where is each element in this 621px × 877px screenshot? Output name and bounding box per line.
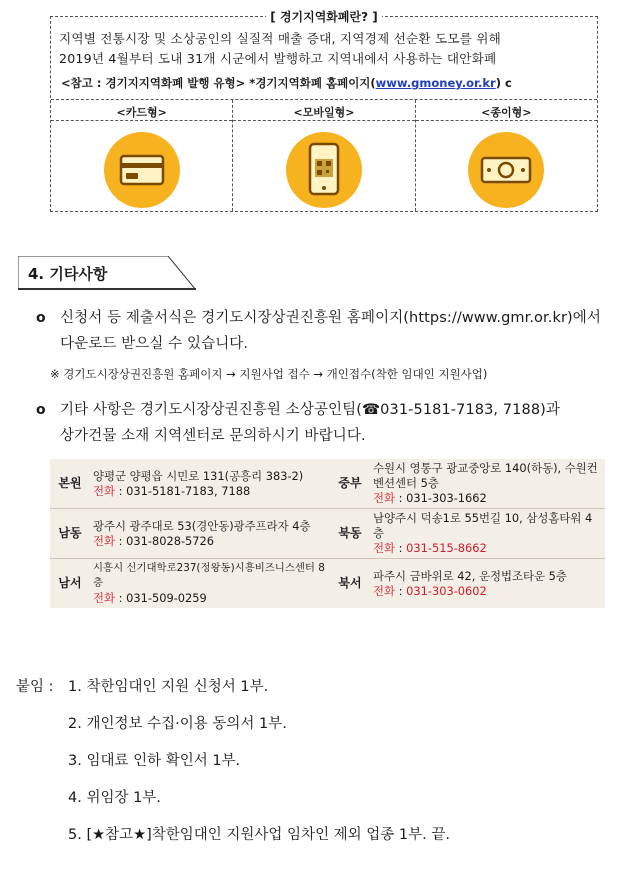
currency-type-mobile: <모바일형> (233, 100, 415, 211)
region-label: 남동 (50, 509, 90, 559)
region-label: 북서 (338, 576, 362, 590)
region-label: 북동 (330, 509, 370, 559)
paper-money-icon (468, 132, 544, 208)
bullet-icon: o (36, 310, 46, 326)
local-currency-title: [ 경기지역화폐란? ] (51, 8, 597, 25)
attachment-item: 3. 임대료 인하 확인서 1부. (68, 753, 241, 769)
local-currency-reference: <참고 : 경기지지역화폐 발행 유형> *경기지역화폐 홈페이지(www.gmoney.or.kr) c (61, 76, 512, 90)
attachments-label: 붙임 : (16, 679, 54, 695)
bullet-icon: o (36, 402, 46, 418)
section-title: 4. 기타사항 (28, 265, 108, 283)
attachment-item: 2. 개인정보 수집·이용 동의서 1부. (68, 716, 287, 732)
center-info: 시흥시 신기대학로237(정왕동)시흥비즈니스센터 8층 전화 : 031-509-0259 (93, 562, 325, 605)
center-info: 광주시 광주대로 53(경안동)광주프라자 4층 전화 : 031-8028-5726 (90, 509, 330, 559)
local-currency-box (50, 10, 598, 212)
center-info: 파주시 금바위로 42, 운정법조타운 5층 전화 : 031-303-0602 (373, 568, 567, 598)
currency-types-grid (51, 99, 597, 211)
attachment-item: 4. 위임장 1부. (68, 790, 161, 806)
item-text: 신청서 등 제출서식은 경기도시장상권진흥원 홈페이지(https://www.gmr.or.kr)에서 다운로드 받으실 수 있습니다. (60, 310, 601, 352)
region-label: 남서 (58, 576, 82, 590)
table-row (50, 509, 605, 559)
center-info: 수원시 영통구 광교중앙로 140(하동), 수원컨벤션센터 5층 전화 : 031-303-1662 (370, 459, 605, 509)
note-text: ※ 경기도시장상권진흥원 홈페이지 → 지원사업 접수 → 개인접수(착한 임대인 지원사업) (50, 367, 488, 381)
gmoney-link[interactable]: www.gmoney.or.kr (375, 76, 496, 90)
mobile-icon (286, 132, 362, 208)
table-row (50, 459, 605, 509)
local-currency-description (59, 29, 591, 69)
center-info: 양평군 양평읍 시민로 131(공흥리 383-2) 전화 : 031-5181-7183, 7188 (90, 459, 330, 509)
region-label: 본원 (50, 459, 90, 509)
currency-type-paper: <종이형> (416, 100, 597, 211)
card-icon (104, 132, 180, 208)
table-row (50, 559, 605, 609)
currency-type-card: <카드형> (51, 100, 233, 211)
regional-centers-table (50, 459, 605, 608)
item-text: 기타 사항은 경기도시장상권진흥원 소상공인팀(☎031-5181-7183, 7188)과 상가건물 소재 지역센터로 문의하시기 바랍니다. (60, 402, 561, 444)
desc-line: 지역별 전통시장 및 소상공인의 실질적 매출 증대, 지역경제 선순환 도모를 위해 (59, 31, 501, 46)
desc-line: 2019년 4월부터 도내 31개 시군에서 발행하고 지역내에서 사용하는 대안화폐 (59, 51, 497, 66)
attachment-item: 1. 착한임대인 지원 신청서 1부. (68, 679, 269, 695)
section-header (18, 256, 196, 290)
region-label: 중부 (330, 459, 370, 509)
attachment-item: 5. [★참고★]착한임대인 지원사업 임차인 제외 업종 1부. 끝. (68, 827, 450, 843)
center-info: 남양주시 덕송1로 55번길 10, 삼성홈타워 4층 전화 : 031-515-8662 (370, 509, 605, 559)
